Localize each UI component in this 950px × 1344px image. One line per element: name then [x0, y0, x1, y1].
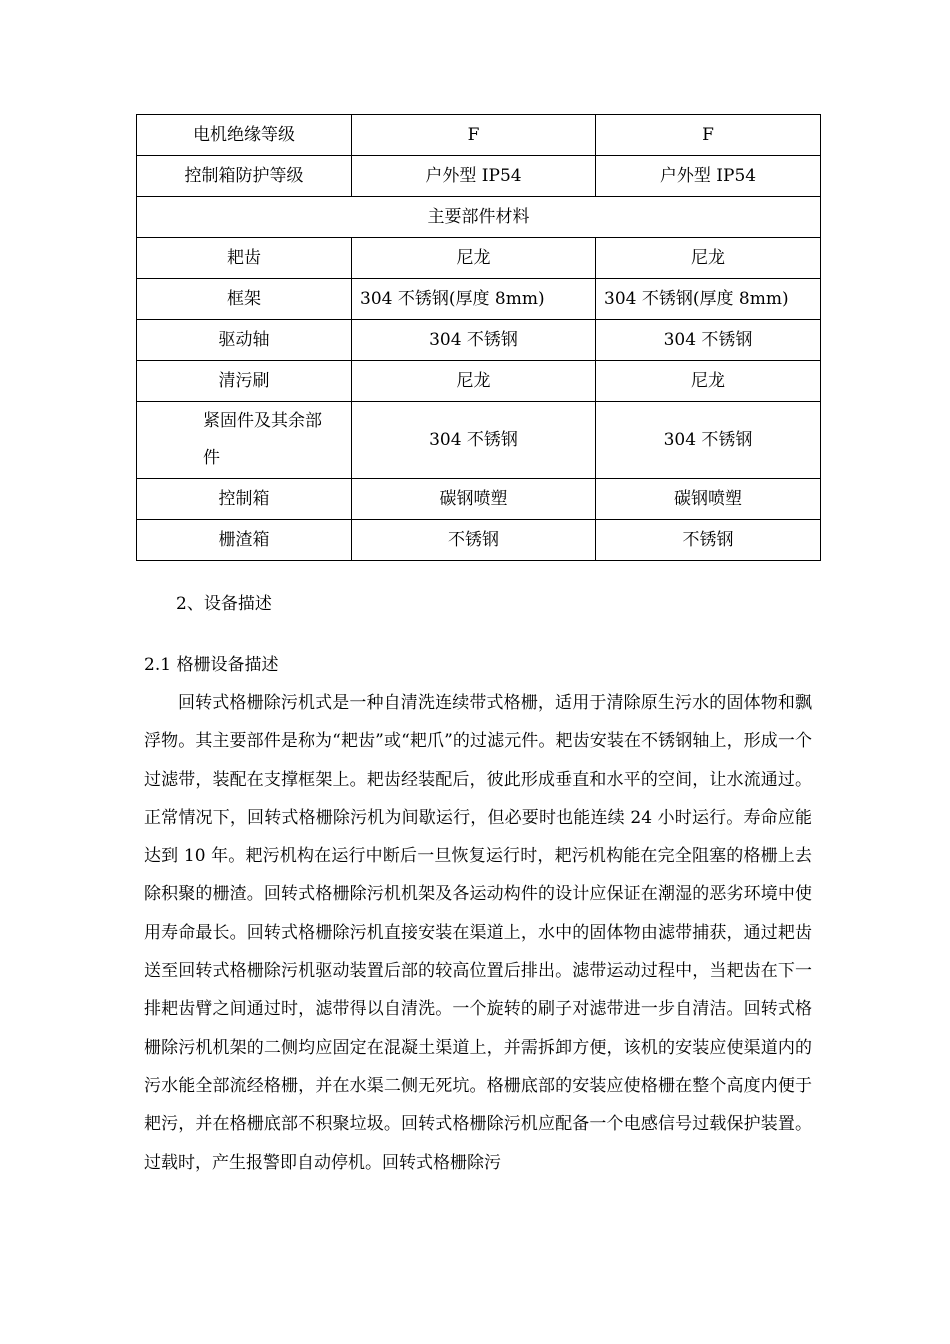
- row-value: 304 不锈钢(厚度 8mm): [596, 279, 821, 320]
- table-section-row: [137, 197, 821, 238]
- section-heading: 2、设备描述: [176, 594, 272, 614]
- table-row: [137, 156, 821, 197]
- subsection-heading: 2.1 格栅设备描述: [144, 655, 279, 675]
- table-row: [137, 479, 821, 520]
- row-value: 304 不锈钢: [596, 402, 821, 479]
- row-value: 不锈钢: [596, 520, 821, 561]
- row-label: 清污刷: [137, 361, 352, 402]
- table-row: [137, 320, 821, 361]
- row-value: F: [596, 115, 821, 156]
- row-label: 控制箱防护等级: [137, 156, 352, 197]
- row-label: 电机绝缘等级: [137, 115, 352, 156]
- spec-table: [136, 114, 821, 561]
- table-row: [137, 361, 821, 402]
- row-value: 304 不锈钢: [352, 320, 596, 361]
- row-value: 碳钢喷塑: [352, 479, 596, 520]
- table-row: [137, 115, 821, 156]
- row-label: [137, 402, 352, 479]
- row-value: 304 不锈钢: [352, 402, 596, 479]
- body-paragraph-block: [144, 684, 812, 1182]
- row-value: 户外型 IP54: [352, 156, 596, 197]
- row-label: 驱动轴: [137, 320, 352, 361]
- table-row: [137, 238, 821, 279]
- table-row: [137, 279, 821, 320]
- table-row: [137, 402, 821, 479]
- row-value: 户外型 IP54: [596, 156, 821, 197]
- row-value: 尼龙: [352, 238, 596, 279]
- section-title: 主要部件材料: [137, 197, 821, 238]
- row-value: 碳钢喷塑: [596, 479, 821, 520]
- row-value: 不锈钢: [352, 520, 596, 561]
- row-label-line2: 件: [203, 448, 220, 468]
- row-label-line1: 紧固件及其余部: [203, 411, 322, 431]
- row-value: F: [352, 115, 596, 156]
- body-paragraph: 回转式格栅除污机式是一种自清洗连续带式格栅，适用于清除原生污水的固体物和飘浮物。其主要部件是称为“耙齿”或“耙爪”的过滤元件。耙齿安装在不锈钢轴上，形成一个过滤带，装配在支撑框架上。耙齿经装配后，彼此形成垂直和水平的空间，让水流通过。正常情况下，回转式格栅除污机为间歇运行，但必要时也能连续 24 小时运行。寿命应能达到 10 年。耙污机构在运行中断后一旦恢复运行时，耙污机构能在完全阻塞的格栅上去除积聚的栅渣。回转式格栅除污机机架及各运动构件的设计应保证在潮湿的恶劣环境中使用寿命最长。回转式格栅除污机直接安装在渠道上，水中的固体物由滤带捕获，通过耙齿送至回转式格栅除污机驱动装置后部的较高位置后排出。滤带运动过程中，当耙齿在下一排耙齿臂之间通过时，滤带得以自清洗。一个旋转的刷子对滤带进一步自清洁。回转式格栅除污机机架的二侧均应固定在混凝土渠道上，并需拆卸方便，该机的安装应使渠道内的污水能全部流经格栅，并在水渠二侧无死坑。格栅底部的安装应使格栅在整个高度内便于耙污，并在格栅底部不积聚垃圾。回转式格栅除污机应配备一个电感信号过载保护装置。过载时，产生报警即自动停机。回转式格栅除污: [144, 693, 812, 1173]
- row-value: 尼龙: [352, 361, 596, 402]
- row-label: 控制箱: [137, 479, 352, 520]
- row-label: 耙齿: [137, 238, 352, 279]
- row-value: 尼龙: [596, 361, 821, 402]
- row-value: 尼龙: [596, 238, 821, 279]
- row-label: 栅渣箱: [137, 520, 352, 561]
- row-value: 304 不锈钢(厚度 8mm): [352, 279, 596, 320]
- table-row: [137, 520, 821, 561]
- row-value: 304 不锈钢: [596, 320, 821, 361]
- row-label: 框架: [137, 279, 352, 320]
